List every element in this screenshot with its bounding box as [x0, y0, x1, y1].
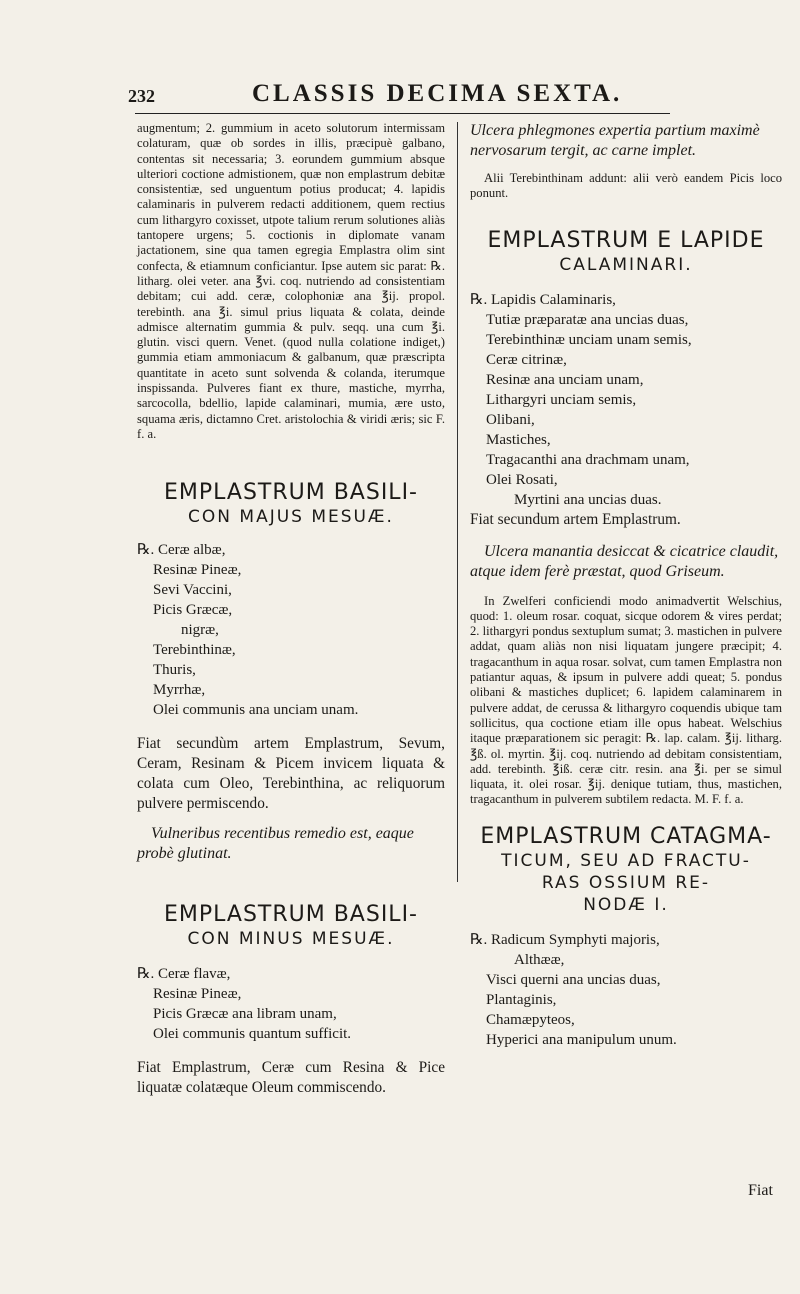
section-subtitle-lapis-calaminaris: CALAMINARI.: [559, 254, 693, 275]
intro-paragraph: augmentum; 2. gummium in aceto solutorum intermissam colaturam, quæ ob sordes in illis, præcipuè galbano, contentas sit necessaria; 3. eorundem gummium absque ulteriori coctione admistionem, quæ non emplastrum debitæ consistentiæ, sed unguentum potius producat; 4. lapidis calaminaris in pulverem redacti additionem, quem rectius cum lithargyro coxisset, utpote talium rerum solutiones aliàs tantopere urgens; 5. coctionis in diplomate vanam jactationem, sine qua tamen egregia Emplastra olim sint confecta, & etiamnum conficiantur. Ipse autem sic parat: ℞. litharg. olei veter. ana ℥vi. coq. nutriendo ad consistentiam debitam; cui add. ceræ, colophoniæ ana ℥ij. propol. terebinth. ana ℥i. simul prius liquata & colata, deinde admisce alternatim gummia & pulv. seqq. una cum ℥i. glutin. visci quern. Venet. (quod nulla colatione indiget,) gummia etiam ammoniacum & galbanum, quæ præscripta quantitate in aceto sunt solvenda & colanda, iterumque inspissanda. Pulveres fiant ex thure, mastiche, myrrha, sarcocolla, bdellio, lapide calaminari, mumia, ære usto, squama æris, dictamno Cret. aristolochia & viridi æris; sic F. f. a.: [137, 121, 445, 441]
column-divider: [457, 122, 458, 882]
recipe-line: Picis Græcæ,: [153, 602, 233, 619]
recipe-line: Plantaginis,: [486, 991, 557, 1008]
recipe-line: Resinæ Pineæ,: [153, 986, 242, 1003]
recipe-line: Chamæpyteos,: [486, 1011, 575, 1028]
section-title-catagmaticum: EMPLASTRUM CATAGMA-: [480, 823, 772, 849]
recipe-line: ℞. Ceræ albæ,: [137, 542, 226, 559]
recipe-line: Terebinthinæ unciam unam semis,: [486, 331, 692, 348]
recipe-line: Ceræ citrinæ,: [486, 351, 567, 368]
preparation-basilicon-minus: Fiat Emplastrum, Ceræ cum Resina & Pice liquatæ colatæque Oleum commiscendo.: [137, 1059, 445, 1097]
usage-note-basilicon-majus: Vulneribus recentibus remedio est, eaque probè glutinat.: [137, 825, 414, 863]
recipe-line: Olei communis ana unciam unam.: [153, 702, 359, 719]
page-header: [128, 80, 688, 108]
catchword: Fiat: [748, 1182, 773, 1199]
page-number: 232: [128, 86, 155, 106]
running-title: CLASSIS DECIMA SEXTA.: [252, 80, 623, 107]
left-column: [137, 121, 445, 1098]
recipe-line: Tragacanthi ana drachmam unam,: [486, 451, 690, 468]
recipe-line: ℞. Ceræ flavæ,: [137, 966, 231, 983]
section-title-lapis-calaminaris: EMPLASTRUM E LAPIDE: [487, 227, 765, 253]
section-subtitle-catagmaticum-2: RAS OSSIUM RE-: [541, 872, 711, 893]
section-subtitle-catagmaticum-1: TICUM, SEU AD FRACTU-: [501, 850, 751, 871]
recipe-line: Sevi Vaccini,: [153, 582, 232, 599]
alii-note: Alii Terebinthinam addunt: alii verò eandem Picis loco ponunt.: [470, 171, 782, 201]
usage-note-lapis-calaminaris: Ulcera manantia desiccat & cicatrice claudit, atque idem ferè præstat, quod Griseum.: [470, 542, 779, 580]
recipe-line: Myrrhæ,: [153, 682, 206, 699]
recipe-line: nigræ,: [181, 622, 219, 639]
recipe-line: Lithargyri unciam semis,: [486, 391, 637, 408]
recipe-basilicon-minus: [137, 964, 445, 1044]
right-column: [470, 121, 782, 1050]
preparation-basilicon-majus: Fiat secundùm artem Emplastrum, Sevum, Ceram, Resinam & Picem invicem liquata & colata cum Oleo, Terebinthina, ac reliquorum pulvere permiscendo.: [137, 735, 445, 813]
usage-note-continued: Ulcera phlegmones expertia partium maximè nervosarum tergit, ac carne implet.: [470, 122, 760, 159]
recipe-line: Mastiches,: [486, 431, 551, 448]
recipe-basilicon-majus: [137, 540, 445, 720]
recipe-line: Picis Græcæ ana libram unam,: [153, 1006, 337, 1023]
recipe-line: Terebinthinæ,: [153, 642, 236, 659]
recipe-line: ℞. Radicum Symphyti majoris,: [470, 931, 660, 948]
recipe-line: Thuris,: [153, 662, 196, 679]
recipe-line: ℞. Lapidis Calaminaris,: [470, 291, 616, 308]
recipe-catagmaticum: [470, 930, 782, 1050]
preparation-lapis-calaminaris: Fiat secundum artem Emplastrum.: [470, 510, 681, 528]
recipe-line: Tutiæ præparatæ ana uncias duas,: [486, 311, 689, 328]
recipe-line: Visci querni ana uncias duas,: [486, 971, 661, 988]
recipe-lapis-calaminaris: [470, 290, 782, 510]
recipe-line: Olei communis quantum sufficit.: [153, 1026, 352, 1043]
zwelfer-commentary: In Zwelferi conficiendi modo animadvertit Welschius, quod: 1. oleum rosar. coquat, sicque odorem & vires perdat; 2. lithargyri pondus sextuplum sumat; 3. mastichen in pulvere addat, quam aliàs non nisi liquatam jungere præcipit; 4. tragacanthum in aqua rosar. solvat, cum tamen Emplastra non patiantur aquas, & ipsum in pulvere addi queat; 5. pondus olibani & mastiches duplicet; 6. lapidem calaminarem in pulvere addat, de cerussa & lithargyro coquendis ubique tam sollicitus, qua coctione etiam ille opus habeat. Welschius itaque præparationem sic peragit: ℞. lap. calam. ℥ij. litharg. ℥ß. ol. myrtin. ℥ij. coq. nutriendo ad debitam consistentiam, add. terebinth. ℥iß. ceræ citr. resin. ana ℥i. per se simul liquata, it. olei rosar. ℥ij. denique tutiam, thus, mastichen, tragacanthum in pulverem subtilem redacta. M. F. f. a.: [470, 593, 782, 807]
recipe-line: Althææ,: [514, 951, 565, 968]
recipe-line: Hyperici ana manipulum unum.: [486, 1031, 677, 1048]
recipe-line: Olei Rosati,: [486, 471, 558, 488]
section-subtitle-basilicon-majus: CON MAJUS MESUÆ.: [188, 507, 394, 528]
header-rule: [135, 113, 670, 114]
section-subtitle-basilicon-minus: CON MINUS MESUÆ.: [187, 929, 395, 950]
recipe-line: Olibani,: [486, 411, 535, 428]
recipe-line: Resinæ ana unciam unam,: [486, 371, 644, 388]
section-title-basilicon-majus: EMPLASTRUM BASILI-: [163, 480, 418, 506]
recipe-line: Myrtini ana uncias duas.: [514, 491, 662, 508]
section-subtitle-catagmaticum-3: NODÆ I.: [583, 894, 669, 915]
recipe-line: Resinæ Pineæ,: [153, 562, 242, 579]
section-title-basilicon-minus: EMPLASTRUM BASILI-: [163, 902, 418, 928]
